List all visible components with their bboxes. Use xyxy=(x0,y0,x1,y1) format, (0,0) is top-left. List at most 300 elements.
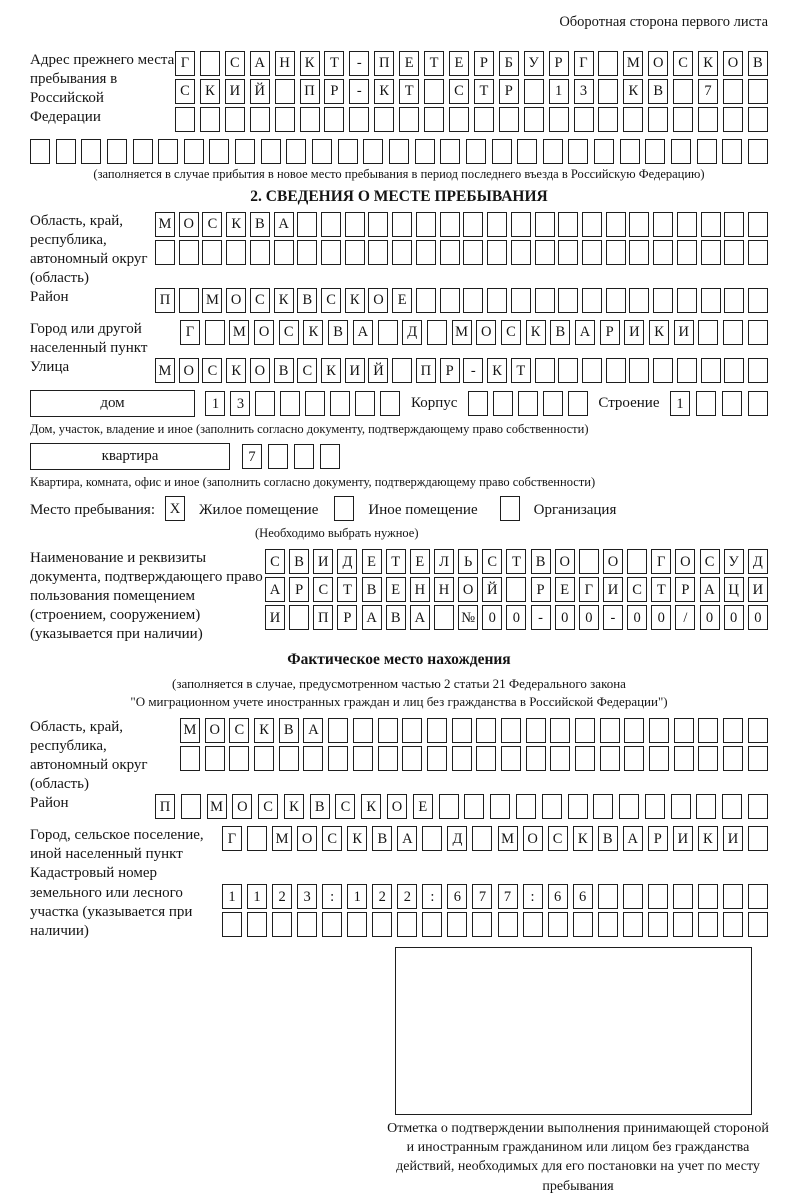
char-cell[interactable] xyxy=(247,912,267,937)
char-cell[interactable] xyxy=(474,107,494,132)
char-cell[interactable] xyxy=(175,107,195,132)
char-cell[interactable] xyxy=(452,746,472,771)
char-cell[interactable]: 0 xyxy=(700,605,720,630)
char-cell[interactable]: В xyxy=(310,794,330,819)
char-cell[interactable] xyxy=(180,746,200,771)
char-cell[interactable] xyxy=(748,320,768,345)
char-cell[interactable]: С xyxy=(482,549,502,574)
char-cell[interactable]: В xyxy=(748,51,768,76)
char-cell[interactable]: К xyxy=(487,358,507,383)
char-cell[interactable] xyxy=(598,912,618,937)
char-cell[interactable] xyxy=(575,718,595,743)
char-cell[interactable] xyxy=(466,139,486,164)
char-cell[interactable] xyxy=(673,107,693,132)
char-cell[interactable]: В xyxy=(550,320,570,345)
char-cell[interactable]: Т xyxy=(651,577,671,602)
char-cell[interactable] xyxy=(492,139,512,164)
char-cell[interactable]: Г xyxy=(651,549,671,574)
char-cell[interactable] xyxy=(582,358,602,383)
char-cell[interactable] xyxy=(399,107,419,132)
char-cell[interactable]: Б xyxy=(499,51,519,76)
char-cell[interactable] xyxy=(598,51,618,76)
char-cell[interactable] xyxy=(598,79,618,104)
char-cell[interactable]: 0 xyxy=(482,605,502,630)
char-cell[interactable] xyxy=(724,358,744,383)
char-cell[interactable]: Р xyxy=(474,51,494,76)
char-cell[interactable] xyxy=(723,79,743,104)
char-cell[interactable] xyxy=(493,391,513,416)
char-cell[interactable] xyxy=(440,212,460,237)
char-cell[interactable] xyxy=(568,794,588,819)
char-cell[interactable] xyxy=(574,107,594,132)
char-cell[interactable]: К xyxy=(649,320,669,345)
char-cell[interactable] xyxy=(424,107,444,132)
char-cell[interactable]: К xyxy=(361,794,381,819)
char-cell[interactable]: И xyxy=(673,826,693,851)
char-cell[interactable]: Р xyxy=(289,577,309,602)
char-cell[interactable]: 1 xyxy=(247,884,267,909)
char-cell[interactable] xyxy=(355,391,375,416)
char-cell[interactable]: Й xyxy=(368,358,388,383)
char-cell[interactable]: О xyxy=(368,288,388,313)
char-cell[interactable] xyxy=(328,746,348,771)
char-cell[interactable]: К xyxy=(374,79,394,104)
char-cell[interactable]: И xyxy=(748,577,768,602)
char-cell[interactable] xyxy=(653,212,673,237)
char-cell[interactable]: Т xyxy=(506,549,526,574)
char-cell[interactable]: Й xyxy=(482,577,502,602)
char-cell[interactable] xyxy=(568,139,588,164)
char-cell[interactable] xyxy=(623,912,643,937)
char-cell[interactable]: В xyxy=(531,549,551,574)
char-cell[interactable]: А xyxy=(353,320,373,345)
char-cell[interactable] xyxy=(606,212,626,237)
char-cell[interactable]: 0 xyxy=(651,605,671,630)
char-cell[interactable] xyxy=(472,826,492,851)
char-cell[interactable] xyxy=(606,358,626,383)
char-cell[interactable]: 3 xyxy=(297,884,317,909)
char-cell[interactable]: В xyxy=(648,79,668,104)
char-cell[interactable] xyxy=(549,107,569,132)
char-cell[interactable]: Т xyxy=(424,51,444,76)
char-cell[interactable]: Т xyxy=(474,79,494,104)
char-cell[interactable] xyxy=(229,746,249,771)
char-cell[interactable]: О xyxy=(387,794,407,819)
char-cell[interactable] xyxy=(255,391,275,416)
char-cell[interactable]: О xyxy=(675,549,695,574)
char-cell[interactable] xyxy=(543,139,563,164)
char-cell[interactable] xyxy=(297,240,317,265)
char-cell[interactable] xyxy=(696,794,716,819)
char-cell[interactable]: 6 xyxy=(548,884,568,909)
char-cell[interactable] xyxy=(573,912,593,937)
char-cell[interactable]: Г xyxy=(222,826,242,851)
char-cell[interactable] xyxy=(748,79,768,104)
char-cell[interactable] xyxy=(415,139,435,164)
char-cell[interactable]: С xyxy=(335,794,355,819)
char-cell[interactable] xyxy=(645,794,665,819)
char-cell[interactable] xyxy=(558,288,578,313)
char-cell[interactable] xyxy=(184,139,204,164)
char-cell[interactable] xyxy=(653,358,673,383)
char-cell[interactable] xyxy=(226,240,246,265)
char-cell[interactable] xyxy=(701,288,721,313)
char-cell[interactable] xyxy=(322,912,342,937)
char-cell[interactable] xyxy=(723,107,743,132)
char-cell[interactable]: А xyxy=(410,605,430,630)
char-cell[interactable] xyxy=(434,605,454,630)
char-cell[interactable]: А xyxy=(303,718,323,743)
char-cell[interactable] xyxy=(275,79,295,104)
char-cell[interactable]: М xyxy=(207,794,227,819)
char-cell[interactable] xyxy=(653,240,673,265)
char-cell[interactable]: О xyxy=(648,51,668,76)
char-cell[interactable]: М xyxy=(272,826,292,851)
char-cell[interactable] xyxy=(506,577,526,602)
char-cell[interactable] xyxy=(511,240,531,265)
char-cell[interactable]: Д xyxy=(447,826,467,851)
char-cell[interactable]: Е xyxy=(555,577,575,602)
char-cell[interactable] xyxy=(56,139,76,164)
char-cell[interactable] xyxy=(748,139,768,164)
char-cell[interactable] xyxy=(593,794,613,819)
char-cell[interactable]: 0 xyxy=(579,605,599,630)
char-cell[interactable]: 1 xyxy=(222,884,242,909)
char-cell[interactable]: О xyxy=(179,358,199,383)
char-cell[interactable]: Д xyxy=(402,320,422,345)
char-cell[interactable] xyxy=(535,358,555,383)
char-cell[interactable] xyxy=(275,107,295,132)
char-cell[interactable]: К xyxy=(284,794,304,819)
char-cell[interactable] xyxy=(543,391,563,416)
char-cell[interactable] xyxy=(440,288,460,313)
char-cell[interactable]: С xyxy=(322,826,342,851)
char-cell[interactable] xyxy=(677,288,697,313)
char-cell[interactable]: Н xyxy=(410,577,430,602)
char-cell[interactable] xyxy=(427,746,447,771)
char-cell[interactable] xyxy=(81,139,101,164)
char-cell[interactable]: Р xyxy=(600,320,620,345)
char-cell[interactable]: 6 xyxy=(447,884,467,909)
char-cell[interactable] xyxy=(649,718,669,743)
char-cell[interactable]: 2 xyxy=(372,884,392,909)
char-cell[interactable] xyxy=(724,240,744,265)
char-cell[interactable] xyxy=(748,826,768,851)
char-cell[interactable]: С xyxy=(175,79,195,104)
char-cell[interactable]: Р xyxy=(549,51,569,76)
char-cell[interactable] xyxy=(558,358,578,383)
char-cell[interactable] xyxy=(582,288,602,313)
char-cell[interactable]: В xyxy=(328,320,348,345)
char-cell[interactable]: 0 xyxy=(627,605,647,630)
char-cell[interactable]: С xyxy=(297,358,317,383)
char-cell[interactable]: 0 xyxy=(748,605,768,630)
char-cell[interactable]: Е xyxy=(410,549,430,574)
char-cell[interactable] xyxy=(439,794,459,819)
char-cell[interactable] xyxy=(347,912,367,937)
char-cell[interactable] xyxy=(463,288,483,313)
char-cell[interactable] xyxy=(416,240,436,265)
char-cell[interactable] xyxy=(524,79,544,104)
char-cell[interactable]: В xyxy=(386,605,406,630)
char-cell[interactable] xyxy=(392,358,412,383)
char-cell[interactable] xyxy=(452,718,472,743)
char-cell[interactable] xyxy=(748,358,768,383)
char-cell[interactable] xyxy=(305,391,325,416)
char-cell[interactable] xyxy=(487,212,507,237)
char-cell[interactable]: 1 xyxy=(347,884,367,909)
char-cell[interactable]: С xyxy=(265,549,285,574)
char-cell[interactable] xyxy=(321,240,341,265)
char-cell[interactable] xyxy=(698,320,718,345)
char-cell[interactable]: Н xyxy=(434,577,454,602)
char-cell[interactable]: Т xyxy=(386,549,406,574)
char-cell[interactable]: О xyxy=(205,718,225,743)
char-cell[interactable]: К xyxy=(321,358,341,383)
char-cell[interactable] xyxy=(374,107,394,132)
char-cell[interactable] xyxy=(499,107,519,132)
char-cell[interactable] xyxy=(701,358,721,383)
char-cell[interactable] xyxy=(205,320,225,345)
char-cell[interactable]: П xyxy=(155,288,175,313)
char-cell[interactable]: К xyxy=(274,288,294,313)
char-cell[interactable]: - xyxy=(463,358,483,383)
char-cell[interactable] xyxy=(261,139,281,164)
char-cell[interactable]: К xyxy=(347,826,367,851)
char-cell[interactable]: - xyxy=(603,605,623,630)
char-cell[interactable] xyxy=(523,912,543,937)
char-cell[interactable] xyxy=(697,139,717,164)
char-cell[interactable]: Г xyxy=(574,51,594,76)
char-cell[interactable] xyxy=(575,746,595,771)
char-cell[interactable] xyxy=(696,391,716,416)
char-cell[interactable] xyxy=(558,212,578,237)
char-cell[interactable]: Т xyxy=(511,358,531,383)
char-cell[interactable]: К xyxy=(226,358,246,383)
char-cell[interactable] xyxy=(297,212,317,237)
char-cell[interactable] xyxy=(748,240,768,265)
char-cell[interactable] xyxy=(627,549,647,574)
char-cell[interactable] xyxy=(698,884,718,909)
char-cell[interactable] xyxy=(353,746,373,771)
char-cell[interactable] xyxy=(338,139,358,164)
char-cell[interactable] xyxy=(698,107,718,132)
char-cell[interactable]: С xyxy=(313,577,333,602)
char-cell[interactable] xyxy=(476,718,496,743)
char-cell[interactable] xyxy=(579,549,599,574)
char-cell[interactable]: Е xyxy=(449,51,469,76)
char-cell[interactable] xyxy=(498,912,518,937)
char-cell[interactable]: О xyxy=(179,212,199,237)
char-cell[interactable] xyxy=(286,139,306,164)
stay-option-organization-checkbox[interactable] xyxy=(500,496,520,521)
char-cell[interactable]: 3 xyxy=(574,79,594,104)
char-cell[interactable]: С xyxy=(627,577,647,602)
char-cell[interactable]: 7 xyxy=(472,884,492,909)
char-cell[interactable] xyxy=(511,212,531,237)
char-cell[interactable] xyxy=(378,718,398,743)
char-cell[interactable]: П xyxy=(416,358,436,383)
char-cell[interactable]: 0 xyxy=(555,605,575,630)
char-cell[interactable] xyxy=(629,358,649,383)
char-cell[interactable] xyxy=(225,107,245,132)
char-cell[interactable] xyxy=(250,240,270,265)
char-cell[interactable]: Р xyxy=(648,826,668,851)
char-cell[interactable] xyxy=(320,444,340,469)
char-cell[interactable] xyxy=(535,240,555,265)
char-cell[interactable] xyxy=(250,107,270,132)
char-cell[interactable] xyxy=(235,139,255,164)
char-cell[interactable] xyxy=(447,912,467,937)
char-cell[interactable]: А xyxy=(397,826,417,851)
char-cell[interactable]: Г xyxy=(175,51,195,76)
char-cell[interactable] xyxy=(619,794,639,819)
char-cell[interactable]: И xyxy=(674,320,694,345)
char-cell[interactable] xyxy=(380,391,400,416)
char-cell[interactable] xyxy=(535,212,555,237)
char-cell[interactable]: К xyxy=(573,826,593,851)
char-cell[interactable]: О xyxy=(232,794,252,819)
char-cell[interactable] xyxy=(673,912,693,937)
char-cell[interactable] xyxy=(524,107,544,132)
char-cell[interactable]: / xyxy=(675,605,695,630)
char-cell[interactable]: С xyxy=(700,549,720,574)
char-cell[interactable] xyxy=(363,139,383,164)
char-cell[interactable] xyxy=(701,240,721,265)
char-cell[interactable]: О xyxy=(297,826,317,851)
char-cell[interactable]: В xyxy=(372,826,392,851)
char-cell[interactable] xyxy=(254,746,274,771)
char-cell[interactable] xyxy=(673,79,693,104)
char-cell[interactable] xyxy=(500,496,520,521)
char-cell[interactable]: С xyxy=(250,288,270,313)
char-cell[interactable] xyxy=(623,107,643,132)
char-cell[interactable]: П xyxy=(313,605,333,630)
char-cell[interactable] xyxy=(748,212,768,237)
char-cell[interactable] xyxy=(440,139,460,164)
char-cell[interactable]: И xyxy=(225,79,245,104)
char-cell[interactable]: О xyxy=(723,51,743,76)
char-cell[interactable]: 7 xyxy=(698,79,718,104)
char-cell[interactable]: М xyxy=(452,320,472,345)
char-cell[interactable]: О xyxy=(523,826,543,851)
char-cell[interactable] xyxy=(389,139,409,164)
char-cell[interactable]: И xyxy=(603,577,623,602)
char-cell[interactable]: М xyxy=(180,718,200,743)
char-cell[interactable]: М xyxy=(155,358,175,383)
stay-option-other-checkbox[interactable] xyxy=(334,496,354,521)
char-cell[interactable] xyxy=(568,391,588,416)
char-cell[interactable]: X xyxy=(165,496,185,521)
char-cell[interactable]: В xyxy=(598,826,618,851)
char-cell[interactable] xyxy=(677,358,697,383)
char-cell[interactable] xyxy=(416,288,436,313)
char-cell[interactable]: Е xyxy=(413,794,433,819)
char-cell[interactable] xyxy=(653,288,673,313)
char-cell[interactable]: К xyxy=(200,79,220,104)
char-cell[interactable]: : xyxy=(322,884,342,909)
char-cell[interactable]: Ь xyxy=(458,549,478,574)
char-cell[interactable] xyxy=(297,912,317,937)
char-cell[interactable] xyxy=(648,884,668,909)
char-cell[interactable] xyxy=(463,240,483,265)
char-cell[interactable] xyxy=(179,288,199,313)
char-cell[interactable]: П xyxy=(374,51,394,76)
char-cell[interactable]: Р xyxy=(440,358,460,383)
char-cell[interactable]: № xyxy=(458,605,478,630)
char-cell[interactable] xyxy=(748,794,768,819)
char-cell[interactable] xyxy=(535,288,555,313)
char-cell[interactable]: С xyxy=(225,51,245,76)
char-cell[interactable] xyxy=(629,212,649,237)
char-cell[interactable]: К xyxy=(300,51,320,76)
char-cell[interactable] xyxy=(558,240,578,265)
char-cell[interactable]: 2 xyxy=(397,884,417,909)
char-cell[interactable]: С xyxy=(202,212,222,237)
char-cell[interactable] xyxy=(328,718,348,743)
char-cell[interactable] xyxy=(501,746,521,771)
char-cell[interactable] xyxy=(606,240,626,265)
char-cell[interactable] xyxy=(748,107,768,132)
char-cell[interactable] xyxy=(677,240,697,265)
char-cell[interactable]: С xyxy=(321,288,341,313)
char-cell[interactable]: 6 xyxy=(573,884,593,909)
char-cell[interactable]: В xyxy=(297,288,317,313)
char-cell[interactable] xyxy=(349,107,369,132)
char-cell[interactable]: Т xyxy=(324,51,344,76)
char-cell[interactable] xyxy=(181,794,201,819)
char-cell[interactable] xyxy=(321,212,341,237)
char-cell[interactable]: 7 xyxy=(498,884,518,909)
char-cell[interactable]: И xyxy=(313,549,333,574)
char-cell[interactable] xyxy=(511,288,531,313)
char-cell[interactable] xyxy=(312,139,332,164)
char-cell[interactable]: 7 xyxy=(242,444,262,469)
char-cell[interactable] xyxy=(550,718,570,743)
char-cell[interactable]: : xyxy=(523,884,543,909)
char-cell[interactable] xyxy=(209,139,229,164)
char-cell[interactable]: О xyxy=(476,320,496,345)
char-cell[interactable]: Т xyxy=(337,577,357,602)
char-cell[interactable] xyxy=(464,794,484,819)
char-cell[interactable] xyxy=(598,107,618,132)
char-cell[interactable]: 1 xyxy=(205,391,225,416)
char-cell[interactable] xyxy=(516,794,536,819)
char-cell[interactable] xyxy=(548,912,568,937)
char-cell[interactable] xyxy=(723,718,743,743)
char-cell[interactable]: У xyxy=(724,549,744,574)
char-cell[interactable] xyxy=(279,746,299,771)
char-cell[interactable] xyxy=(649,746,669,771)
char-cell[interactable] xyxy=(222,912,242,937)
char-cell[interactable] xyxy=(748,912,768,937)
char-cell[interactable] xyxy=(518,391,538,416)
char-cell[interactable] xyxy=(468,391,488,416)
char-cell[interactable]: С xyxy=(229,718,249,743)
char-cell[interactable] xyxy=(463,212,483,237)
char-cell[interactable] xyxy=(378,320,398,345)
char-cell[interactable] xyxy=(648,107,668,132)
char-cell[interactable] xyxy=(274,240,294,265)
char-cell[interactable] xyxy=(723,884,743,909)
char-cell[interactable] xyxy=(542,794,562,819)
char-cell[interactable]: Л xyxy=(434,549,454,574)
char-cell[interactable] xyxy=(30,139,50,164)
char-cell[interactable] xyxy=(698,912,718,937)
char-cell[interactable]: А xyxy=(265,577,285,602)
char-cell[interactable] xyxy=(449,107,469,132)
char-cell[interactable]: 1 xyxy=(549,79,569,104)
